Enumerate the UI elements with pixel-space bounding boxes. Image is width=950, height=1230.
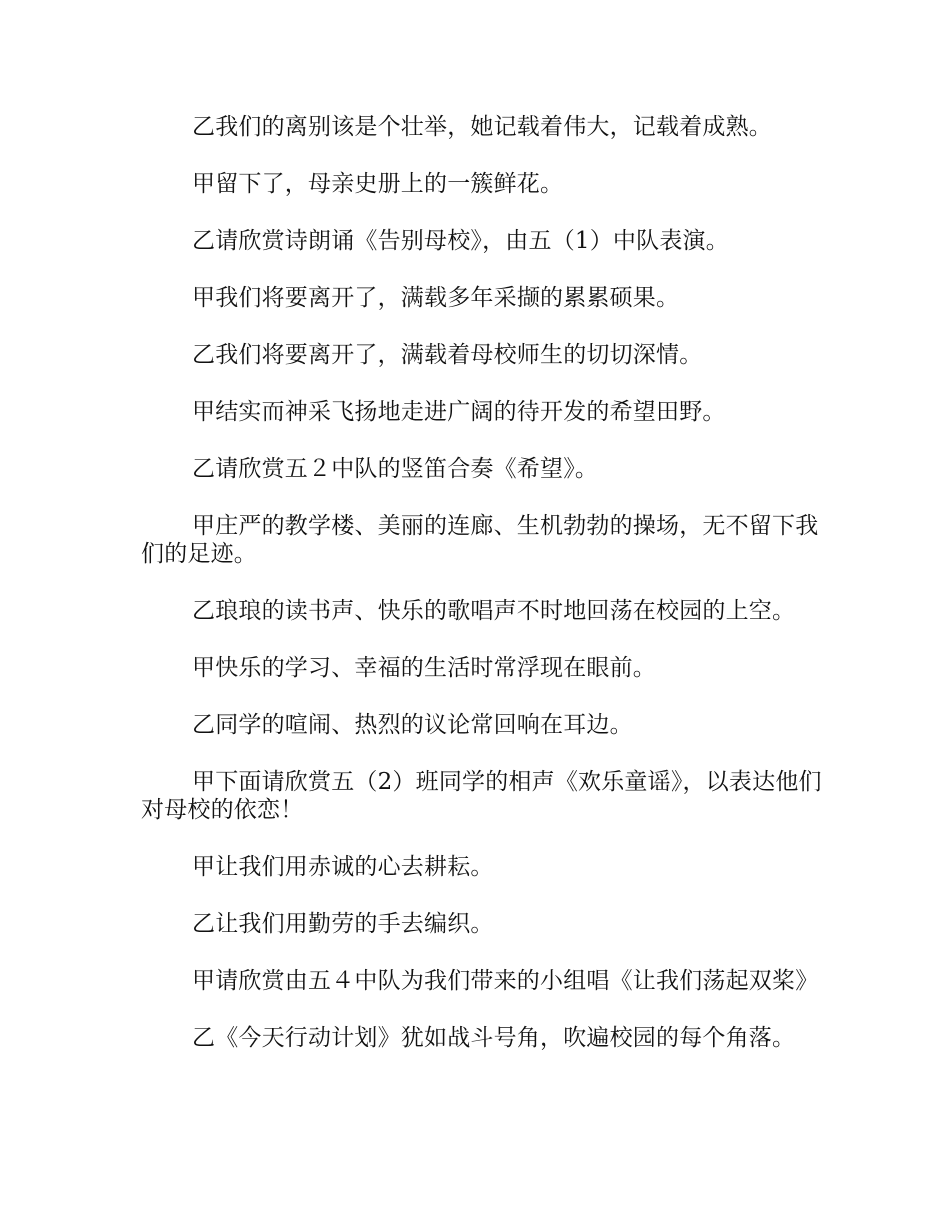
paragraph: 甲下面请欣赏五（2）班同学的相声《欢乐童谣》，以表达他们对母校的依恋！ [141,769,822,823]
document-body [141,113,841,1081]
paragraph: 乙我们的离别该是个壮举，她记载着伟大，记载着成熟。 [192,114,772,140]
paragraph: 乙请欣赏五２中队的竖笛合奏《希望》。 [192,456,599,482]
paragraph: 乙《今天行动计划》犹如战斗号角，吹遍校园的每个角落。 [192,1025,796,1051]
paragraph: 甲庄严的教学楼、美丽的连廊、生机勃勃的操场，无不留下我们的足迹。 [141,513,819,567]
paragraph: 甲结实而神采飞扬地走进广阔的待开发的希望田野。 [192,399,726,425]
paragraph: 乙我们将要离开了，满载着母校师生的切切深情。 [192,342,703,368]
paragraph: 甲让我们用赤诚的心去耕耘。 [192,854,494,880]
paragraph: 乙请欣赏诗朗诵《告别母校》，由五（1）中队表演。 [192,228,729,254]
paragraph: 乙让我们用勤劳的手去编织。 [192,911,494,937]
paragraph: 乙同学的喧闹、热烈的议论常回响在耳边。 [192,712,633,738]
paragraph: 甲我们将要离开了，满载多年采撷的累累硕果。 [192,285,680,311]
paragraph: 甲请欣赏由五４中队为我们带来的小组唱《让我们荡起双桨》 [192,968,819,994]
paragraph: 甲留下了，母亲史册上的一簇鲜花。 [192,171,564,197]
paragraph: 乙琅琅的读书声、快乐的歌唱声不时地回荡在校园的上空。 [192,598,796,624]
paragraph: 甲快乐的学习、幸福的生活时常浮现在眼前。 [192,655,656,681]
